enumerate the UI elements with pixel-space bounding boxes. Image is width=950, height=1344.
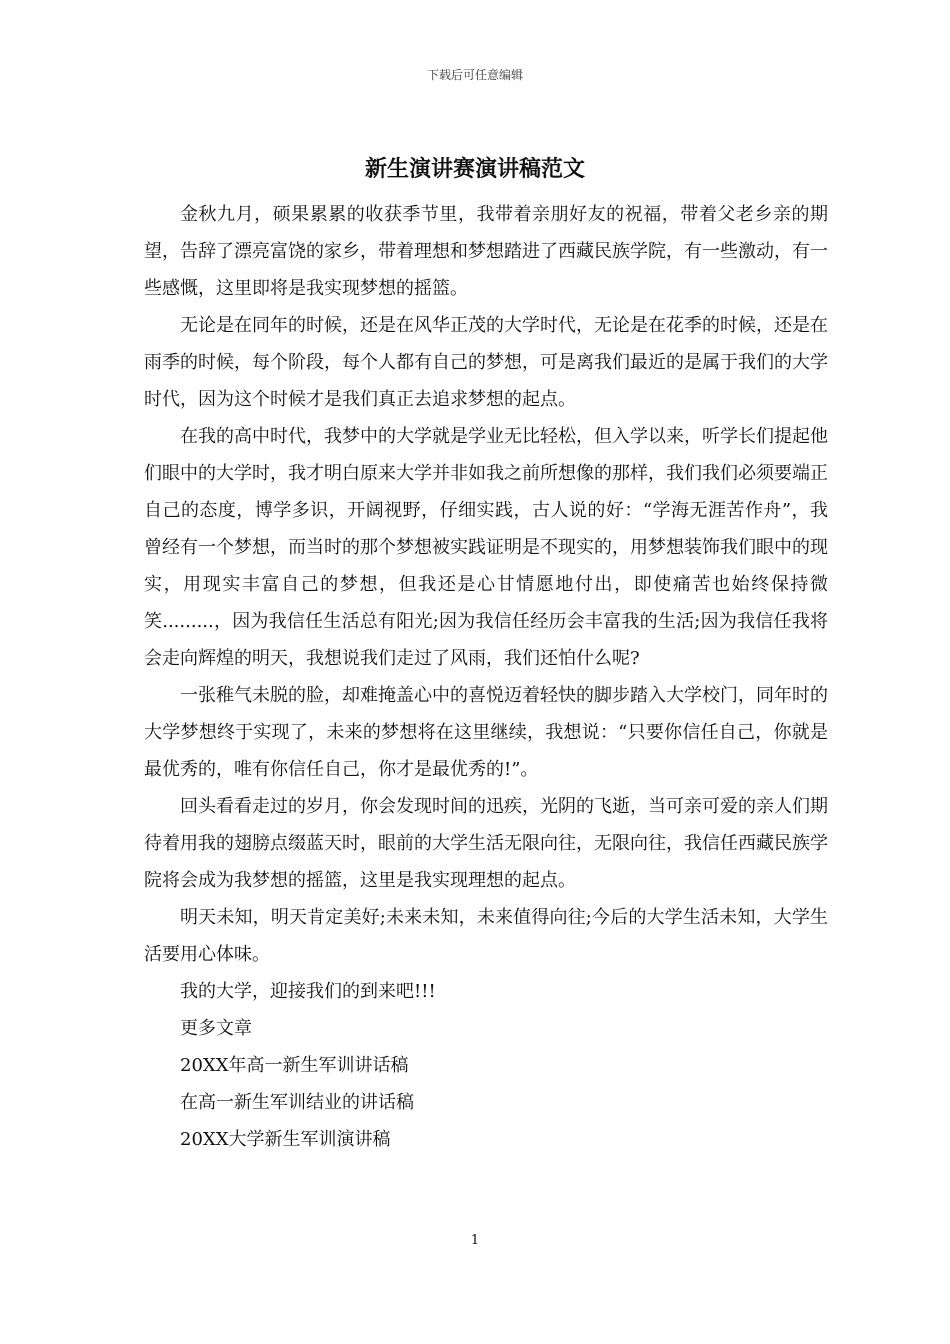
- paragraph-5: 回头看看走过的岁月，你会发现时间的迅疾，光阴的飞逝，当可亲可爱的亲人们期待着用我的翅膀点缀蓝天时，眼前的大学生活无限向往，无限向往，我信任西藏民族学院将会成为我梦想的摇篮，这里是我实现理想的起点。: [144, 796, 828, 891]
- paragraph-7: 我的大学，迎接我们的到来吧!!!: [180, 981, 436, 1002]
- more-article-link[interactable]: 在高一新生军训结业的讲话稿: [180, 1092, 414, 1113]
- more-article-link[interactable]: 20XX年高一新生军训讲话稿: [180, 1055, 409, 1076]
- more-article-link[interactable]: 20XX大学新生军训演讲稿: [180, 1129, 391, 1150]
- document-body: [144, 196, 828, 1158]
- paragraph-2: 无论是在同年的时候，还是在风华正茂的大学时代，无论是在花季的时候，还是在雨季的时候，每个阶段，每个人都有自己的梦想，可是离我们最近的是属于我们的大学时代，因为这个时候才是我们真正去追求梦想的起点。: [144, 315, 828, 410]
- paragraph-3: 在我的高中时代，我梦中的大学就是学业无比轻松，但入学以来，听学长们提起他们眼中的大学时，我才明白原来大学并非如我之前所想像的那样，我们我们必须要端正自己的态度，博学多识，开阔视野，仔细实践，古人说的好：“学海无涯苦作舟”，我曾经有一个梦想，而当时的那个梦想被实践证明是不现实的，用梦想装饰我们眼中的现实，用现实丰富自己的梦想，但我还是心甘情愿地付出，即使痛苦也始终保持微笑.........，因为我信任生活总有阳光;因为我信任经历会丰富我的生活;因为我信任我将会走向辉煌的明天，我想说我们走过了风雨，我们还怕什么呢?: [144, 426, 828, 669]
- header-note: 下载后可任意编辑: [426, 68, 523, 82]
- more-articles-list: [144, 1047, 828, 1158]
- document-title: 新生演讲赛演讲稿范文: [364, 156, 585, 182]
- paragraph-6: 明天未知，明天肯定美好;未来未知，未来值得向往;今后的大学生活未知，大学生活要用心体味。: [144, 907, 828, 965]
- paragraph-1: 金秋九月，硕果累累的收获季节里，我带着亲朋好友的祝福，带着父老乡亲的期望，告辞了漂亮富饶的家乡，带着理想和梦想踏进了西藏民族学院，有一些激动，有一些感慨，这里即将是我实现梦想的摇篮。: [144, 204, 828, 299]
- more-articles-heading: 更多文章: [180, 1018, 252, 1039]
- page-number: 1: [470, 1233, 480, 1248]
- paragraph-4: 一张稚气未脱的脸，却难掩盖心中的喜悦迈着轻快的脚步踏入大学校门，同年时的大学梦想终于实现了，未来的梦想将在这里继续，我想说：“只要你信任自己，你就是最优秀的，唯有你信任自己，你才是最优秀的!”。: [144, 685, 828, 780]
